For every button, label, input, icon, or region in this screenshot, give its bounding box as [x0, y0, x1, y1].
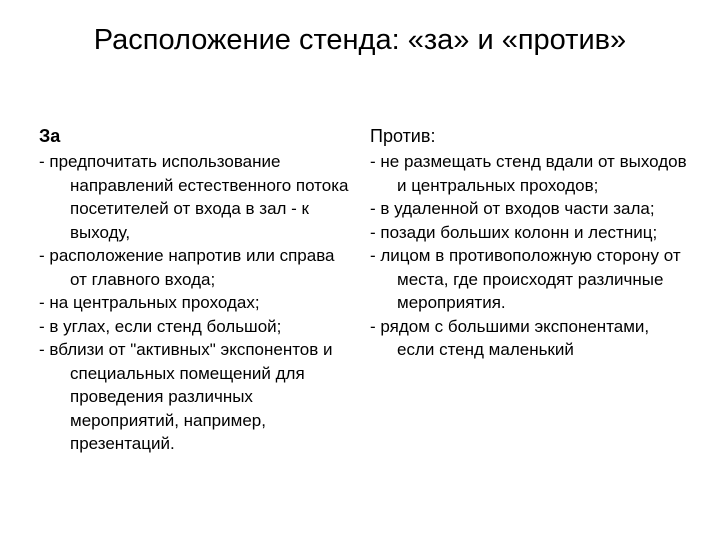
cons-list — [370, 150, 690, 362]
pros-item: - на центральных проходах; — [39, 293, 260, 312]
pros-heading: За — [39, 126, 61, 146]
pros-item: - в углах, если стенд большой; — [39, 316, 282, 336]
cons-column — [370, 123, 690, 362]
cons-item: - позади больших колонн и лестниц; — [370, 222, 658, 242]
cons-heading-label: Против — [370, 126, 431, 146]
pros-item: - расположение напротив или справа от главного входа; — [39, 246, 335, 289]
cons-heading — [370, 123, 690, 149]
pros-column — [39, 123, 349, 456]
pros-list — [39, 150, 349, 456]
cons-item: - не размещать стенд вдали от выходов и центральных проходов; — [370, 152, 687, 195]
cons-heading-colon: : — [430, 126, 436, 146]
pros-item: - предпочитать использование направлений естественного потока посетителей от входа в зал - к выходу, — [39, 152, 349, 242]
cons-item: - в удаленной от входов части зала; — [370, 199, 655, 218]
slide-title: Расположение стенда: «за» и «против» — [93, 24, 627, 56]
cons-item: - рядом с большими экспонентами, если стенд маленький — [370, 316, 650, 359]
cons-item: - лицом в противоположную сторону от места, где происходят различные мероприятия. — [370, 246, 681, 312]
pros-item: - вблизи от "активных" экспонентов и специальных помещений для проведения различных мероприятий, например, презентаций. — [39, 340, 333, 453]
